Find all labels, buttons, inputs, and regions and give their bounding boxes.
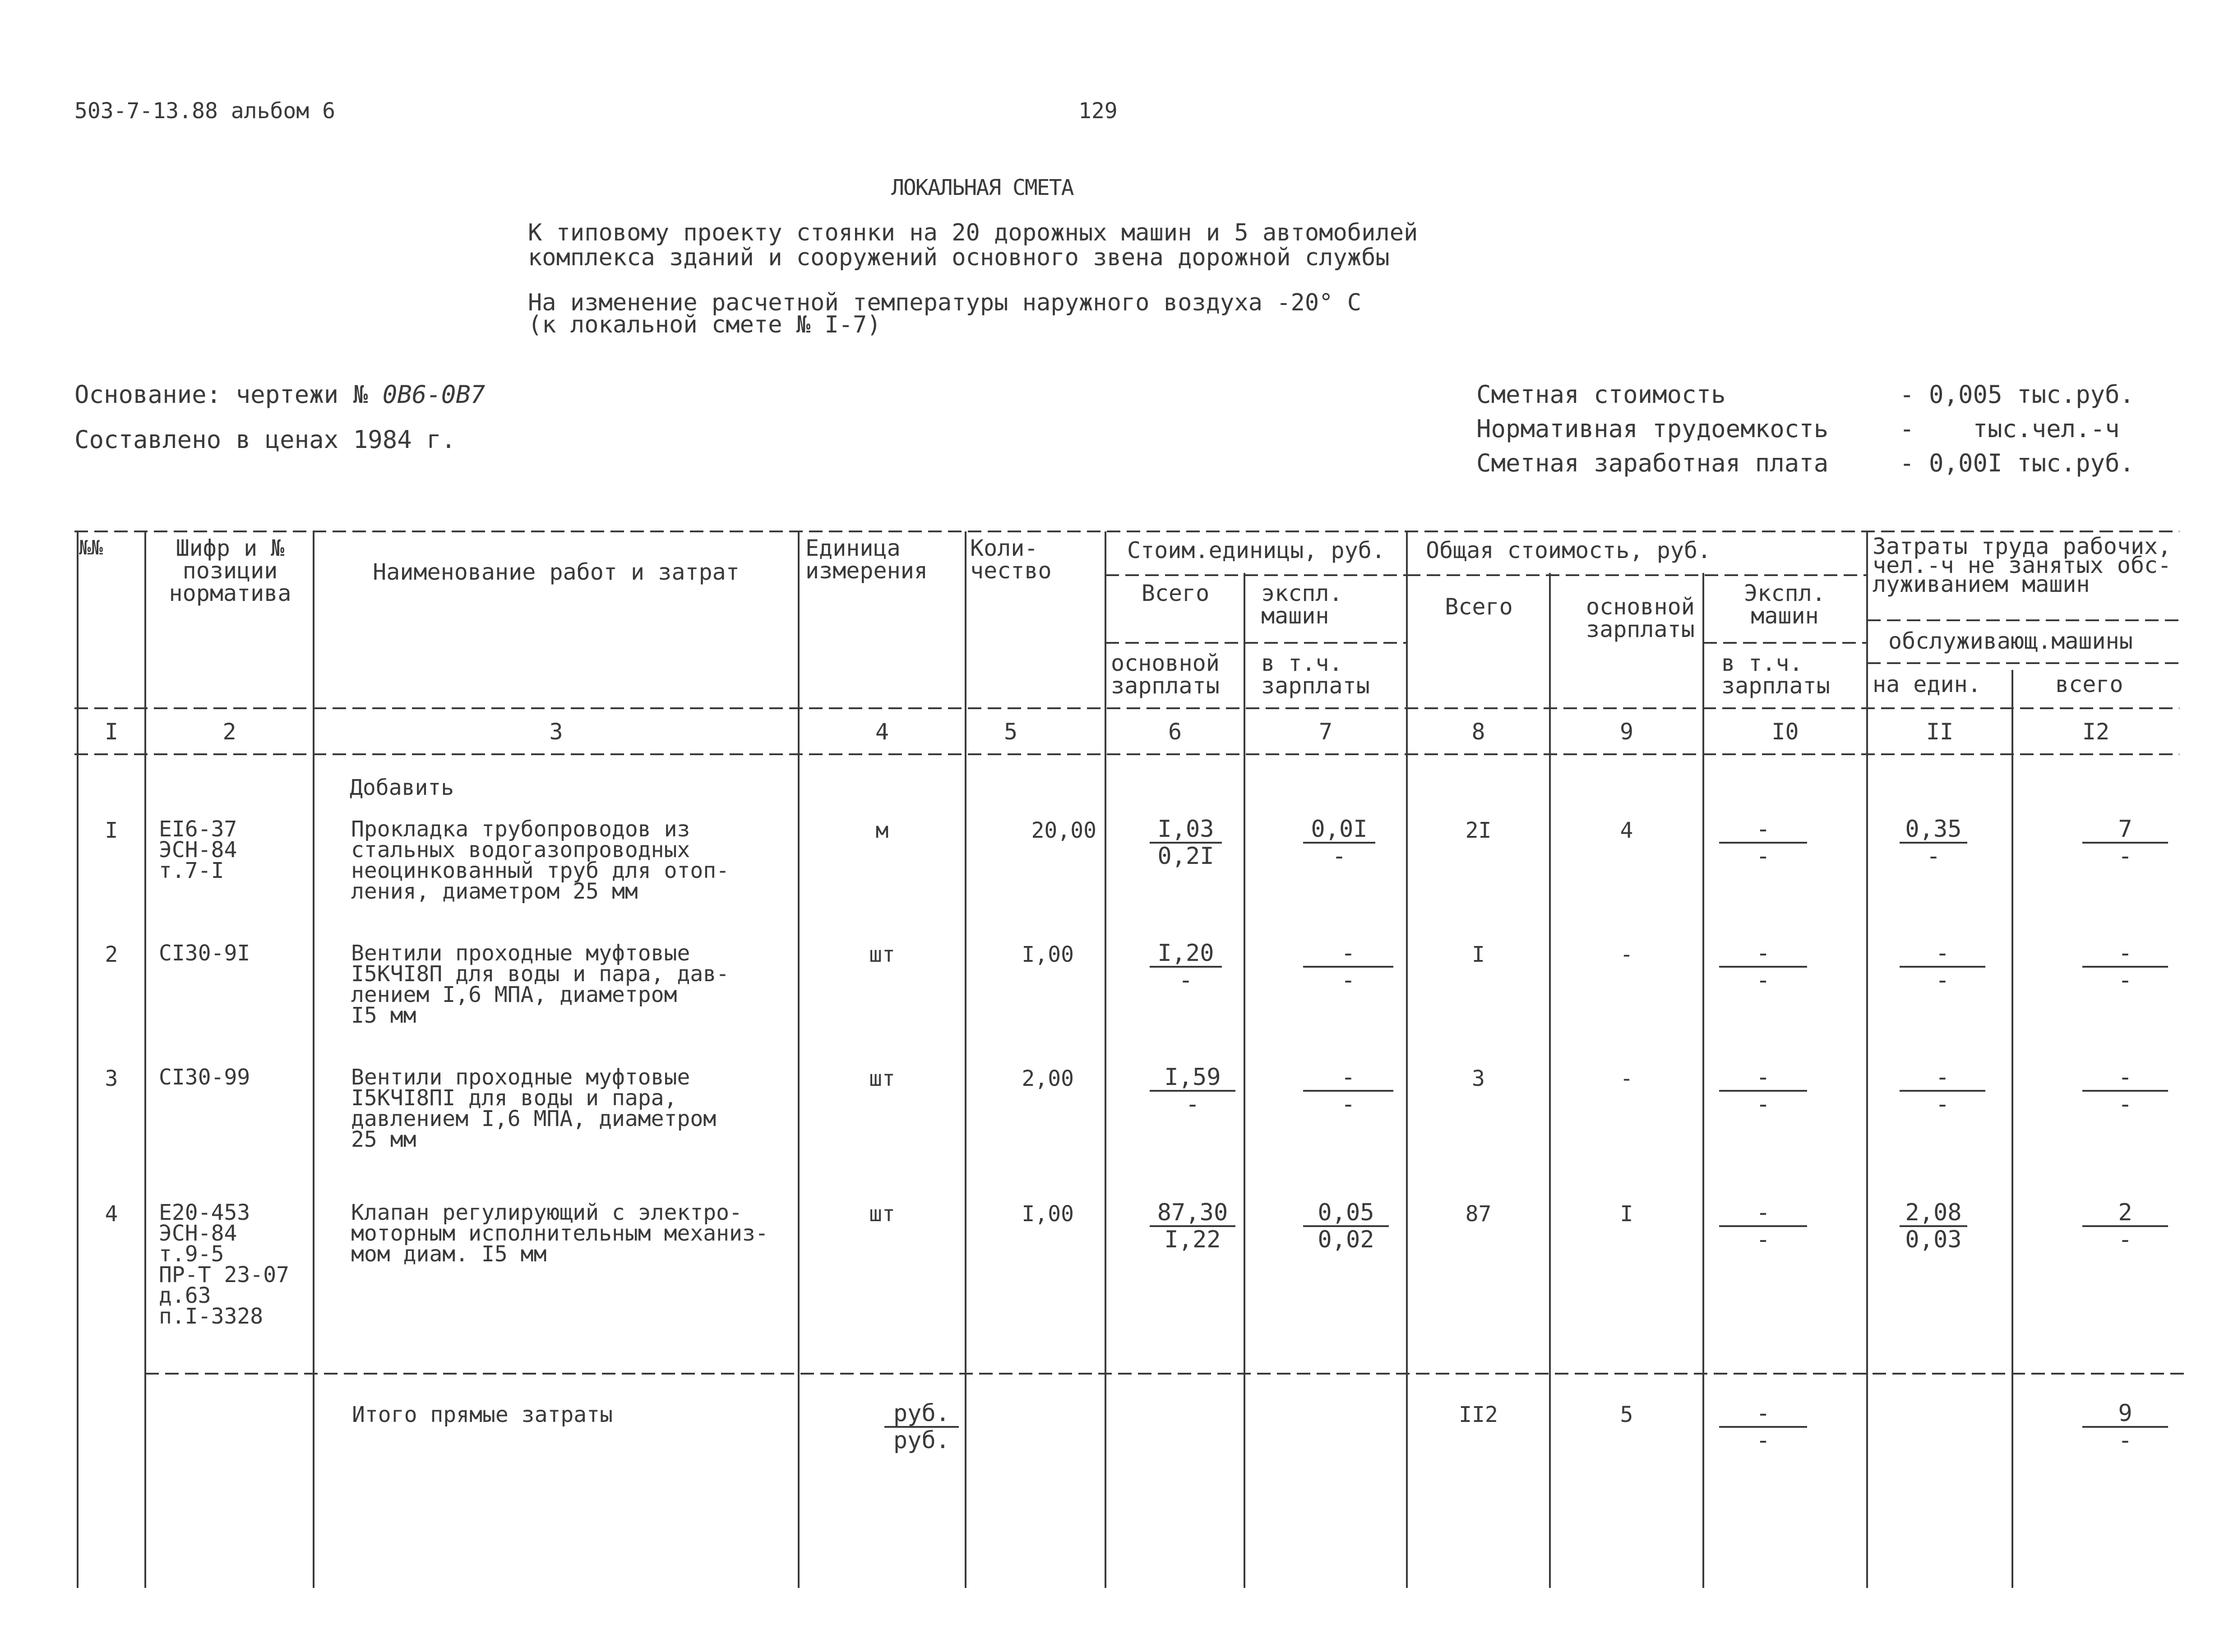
row-unit-machine: 0,0I -: [1303, 817, 1375, 869]
row-total-machine: - -: [1719, 1200, 1807, 1252]
row-unit-machine: - -: [1303, 1065, 1393, 1117]
header-unit-all: Всего: [1141, 580, 1210, 606]
summary-label-salary: Сметная заработная плата: [1476, 449, 1829, 477]
header-labor: Затраты труда рабочих, чел.-ч не занятых обс- луживанием машин: [1873, 533, 2172, 597]
row-total-machine: - -: [1719, 941, 1807, 993]
col-number: 6: [1168, 719, 1182, 745]
row-no: 2: [105, 942, 118, 967]
header-labor-all: всего: [2055, 671, 2123, 697]
row-qty: I,00: [1022, 942, 1074, 967]
col-number: 5: [1003, 719, 1018, 745]
row-no: I: [105, 818, 118, 843]
col-number: 7: [1318, 719, 1333, 745]
summary-label-labor: Нормативная трудоемкость: [1476, 415, 1829, 443]
basis-drawings-value: 0В6-0В7: [382, 380, 486, 409]
header-unit-base-salary: основной зарплаты: [1111, 650, 1220, 699]
total-base: 5: [1620, 1402, 1633, 1427]
header-unit-machine: экспл. машин: [1261, 580, 1343, 629]
header-total-incl: в т.ч. зарплаты: [1721, 650, 1830, 699]
purpose-line-1: На изменение расчетной температуры наружного воздуха -20° С: [528, 289, 1362, 316]
summary-value-labor: - тыс.чел.-ч: [1900, 415, 2120, 443]
row-unit: шт: [869, 942, 895, 967]
row-unit-machine: - -: [1303, 941, 1393, 993]
row-name: Вентили проходные муфтовые I5КЧI8П для воды и пара, дав- лением I,6 МПА, диаметром I5 мм: [351, 941, 730, 1028]
header-total-machine: Экспл. машин: [1744, 580, 1826, 629]
row-unit-all: $\frac{I,03}{0,2I}$: [1150, 817, 1222, 869]
col-number: I2: [2082, 719, 2110, 745]
header-no: №№: [79, 536, 103, 559]
col-number: 4: [875, 719, 889, 745]
col-number: 2: [222, 719, 236, 745]
basis-prices: Составлено в ценах 1984 г.: [74, 425, 456, 454]
page-number: 129: [1078, 98, 1118, 124]
header-code: Шифр и № позиции норматива: [169, 535, 291, 606]
header-name: Наименование работ и затрат: [373, 559, 740, 585]
row-total-all: 3: [1472, 1066, 1485, 1091]
col-number: 9: [1619, 719, 1634, 745]
col-number: 3: [549, 719, 563, 745]
col-number: I0: [1771, 719, 1799, 745]
row-name: Вентили проходные муфтовые I5КЧI8ПI для воды и пара, давлением I,6 МПА, диаметром 25 мм: [351, 1065, 717, 1152]
header-total-cost: Общая стоимость, руб.: [1426, 537, 1711, 563]
header-qty: Коли- чество: [970, 535, 1052, 584]
section-label: Добавить: [350, 775, 454, 800]
total-labor-all: 9 -: [2082, 1401, 2168, 1453]
row-total-base: -: [1620, 1066, 1633, 1091]
row-no: 4: [105, 1201, 118, 1227]
row-code: CI30-9I: [159, 941, 250, 966]
row-unit-all: I,59 -: [1150, 1065, 1235, 1117]
row-labor-per-unit: - -: [1900, 1065, 1985, 1117]
row-labor-per-unit: - -: [1900, 941, 1985, 993]
header-serving: обслуживающ.машины: [1888, 628, 2133, 654]
total-label: Итого прямые затраты: [352, 1402, 613, 1427]
document-code: 503-7-13.88 альбом 6: [74, 98, 335, 124]
row-labor-all: - -: [2082, 941, 2168, 993]
header-unit-cost: Стоим.единицы, руб.: [1127, 537, 1385, 563]
total-all: II2: [1459, 1402, 1498, 1427]
row-name: Клапан регулирующий с электро- моторным исполнительным механиз- мом диам. I5 мм: [351, 1200, 768, 1267]
total-unit: руб. руб.: [884, 1401, 959, 1453]
row-labor-all: 2 -: [2082, 1200, 2168, 1252]
row-unit: м: [875, 818, 889, 843]
col-number: 8: [1471, 719, 1485, 745]
row-total-machine: - -: [1719, 1065, 1807, 1117]
summary-value-salary: - 0,00I тыс.руб.: [1900, 449, 2135, 477]
summary-value-cost: - 0,005 тыс.руб.: [1900, 380, 2135, 409]
row-no: 3: [105, 1066, 118, 1091]
row-total-base: 4: [1620, 818, 1633, 843]
total-machine: - -: [1719, 1401, 1807, 1453]
header-unit: Единица измерения: [805, 535, 928, 584]
row-total-machine: - -: [1719, 817, 1807, 869]
basis-drawings-label: Основание: чертежи №: [74, 380, 368, 409]
row-code: CI30-99: [159, 1065, 250, 1090]
page-title: ЛОКАЛЬНАЯ СМЕТА: [891, 175, 1073, 200]
subtitle-line-1: К типовому проекту стоянки на 20 дорожных машин и 5 автомобилей: [528, 219, 1418, 246]
summary-label-cost: Сметная стоимость: [1476, 380, 1726, 409]
row-name: Прокладка трубопроводов из стальных водогазопроводных неоцинкованный труб для отоп- ления, диаметром 25 мм: [351, 817, 730, 904]
header-total-all: Всего: [1445, 594, 1513, 620]
row-total-base: I: [1620, 1201, 1633, 1227]
col-number: II: [1926, 719, 1954, 745]
row-labor-per-unit: $\frac{2,08}{0,03}$: [1900, 1200, 1967, 1252]
row-total-all: I: [1472, 942, 1485, 967]
row-code: E20-453 ЭСН-84 т.9-5 ПР-Т 23-07 д.63 п.I-3328: [159, 1200, 289, 1329]
row-qty: I,00: [1022, 1201, 1074, 1227]
header-total-base: основной зарплаты: [1586, 594, 1695, 642]
row-unit-all: $\frac{87,30}{I,22}$: [1150, 1200, 1235, 1252]
row-total-base: -: [1620, 942, 1633, 967]
row-qty: 2,00: [1022, 1066, 1074, 1091]
header-unit-incl-salary: в т.ч. зарплаты: [1261, 650, 1370, 699]
row-labor-all: 7 -: [2082, 817, 2168, 869]
row-unit: шт: [869, 1066, 895, 1091]
row-qty: 20,00: [1031, 818, 1096, 843]
row-labor-all: - -: [2082, 1065, 2168, 1117]
row-total-all: 87: [1465, 1201, 1492, 1227]
row-unit-all: I,20 -: [1150, 941, 1222, 993]
row-unit-machine: $\frac{0,05}{0,02}$: [1303, 1200, 1389, 1252]
row-unit: шт: [869, 1201, 895, 1227]
row-code: EI6-37 ЭСН-84 т.7-I: [159, 817, 237, 883]
subtitle-line-2: комплекса зданий и сооружений основного звена дорожной службы: [528, 244, 1390, 271]
header-per-unit: на един.: [1873, 671, 1981, 697]
row-labor-per-unit: 0,35 -: [1900, 817, 1967, 869]
col-number: I: [104, 719, 119, 745]
row-total-all: 2I: [1465, 818, 1492, 843]
purpose-line-2: (к локальной смете № I-7): [528, 311, 881, 338]
